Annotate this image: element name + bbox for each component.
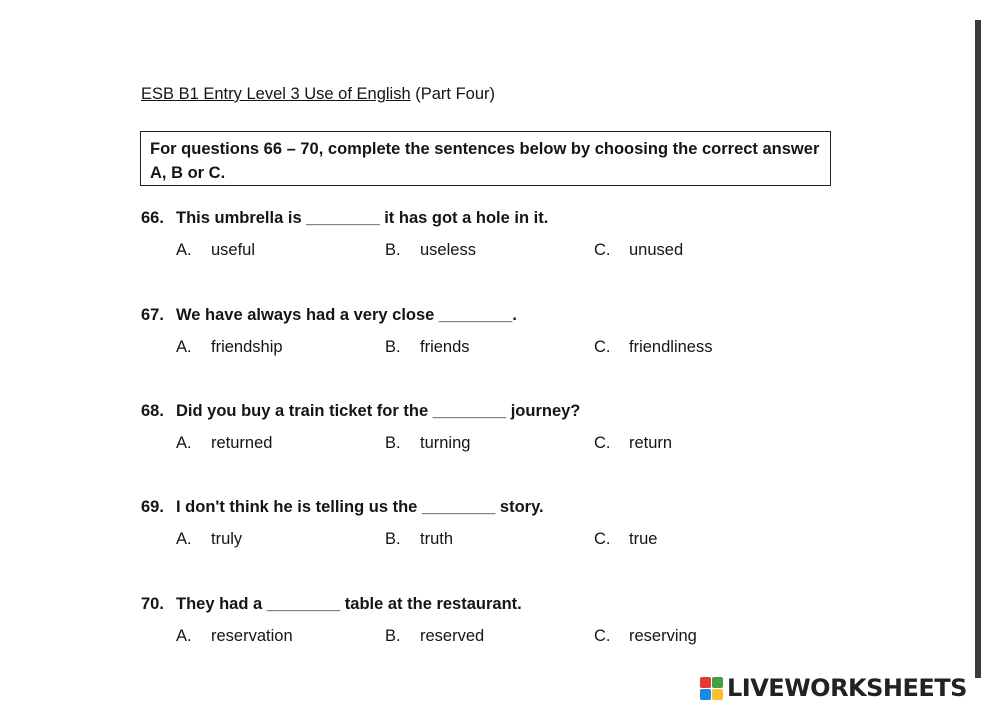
option-b[interactable]: B. truth (385, 530, 454, 548)
option-a[interactable]: A. returned (176, 434, 273, 452)
option-c[interactable]: C. reserving (594, 627, 697, 645)
question-68 (141, 402, 861, 458)
option-a[interactable]: A. friendship (176, 338, 283, 356)
question-number: 66. (141, 209, 164, 227)
option-b[interactable]: B. reserved (385, 627, 485, 645)
question-number: 68. (141, 402, 164, 420)
page-edge-bar (975, 20, 981, 678)
option-c[interactable]: C. friendliness (594, 338, 713, 356)
question-number: 67. (141, 306, 164, 324)
question-text: Did you buy a train ticket for the ________ journey? (176, 402, 581, 420)
title-suffix: (Part Four) (410, 85, 495, 103)
question-67 (141, 306, 861, 362)
question-text: They had a ________ table at the restaurant. (176, 595, 522, 613)
question-text: We have always had a very close ________. (176, 306, 517, 324)
option-a[interactable]: A. useful (176, 241, 256, 259)
option-c[interactable]: C. unused (594, 241, 684, 259)
liveworksheets-logo[interactable] (700, 674, 967, 702)
option-c[interactable]: C. return (594, 434, 673, 452)
option-c[interactable]: C. true (594, 530, 658, 548)
question-70 (141, 595, 861, 651)
question-text: This umbrella is ________ it has got a hole in it. (176, 209, 549, 227)
question-number: 69. (141, 498, 164, 516)
page-title (141, 85, 495, 104)
option-a[interactable]: A. reservation (176, 627, 293, 645)
instructions-box: For questions 66 – 70, complete the sentences below by choosing the correct answer A, B or C. (140, 131, 831, 186)
liveworksheets-logo-icon (700, 677, 723, 700)
title-main: ESB B1 Entry Level 3 Use of English (141, 85, 411, 103)
option-b[interactable]: B. turning (385, 434, 471, 452)
question-number: 70. (141, 595, 164, 613)
question-text: I don't think he is telling us the ________ story. (176, 498, 544, 516)
option-b[interactable]: B. useless (385, 241, 476, 259)
logo-text: LIVEWORKSHEETS (727, 674, 967, 702)
question-69 (141, 498, 861, 554)
option-b[interactable]: B. friends (385, 338, 470, 356)
question-66 (141, 209, 861, 265)
option-a[interactable]: A. truly (176, 530, 243, 548)
